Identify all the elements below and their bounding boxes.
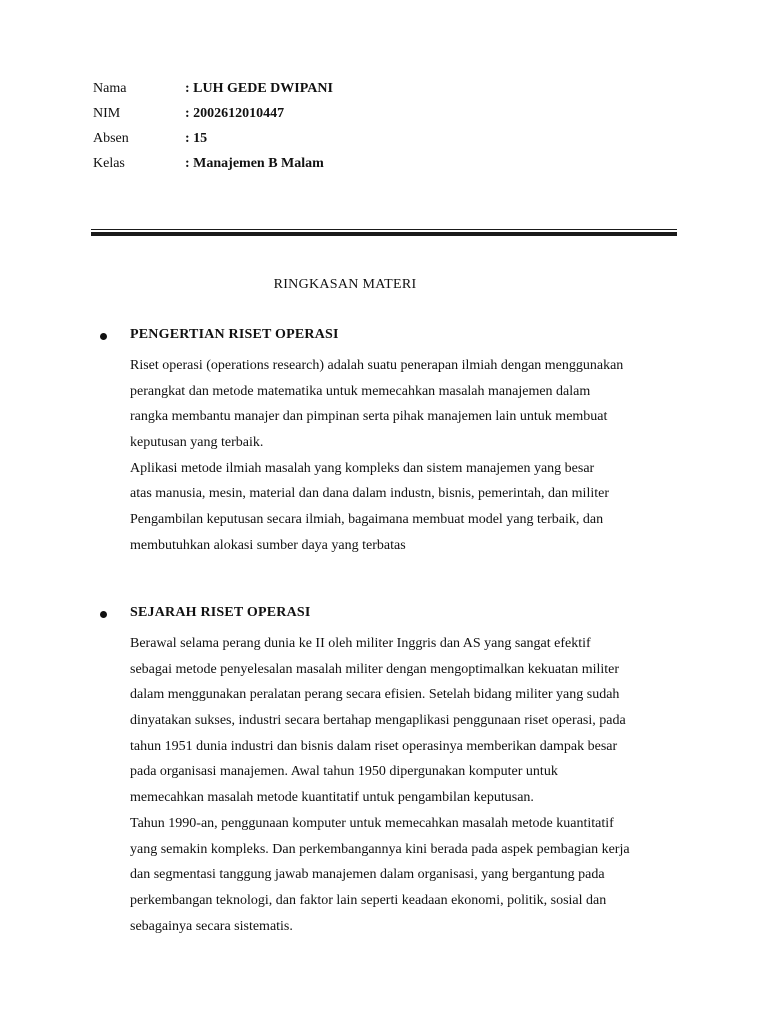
info-label: NIM bbox=[93, 106, 121, 121]
body-line: yang semakin kompleks. Dan perkembangannya kini berada pada aspek pembagian kerja bbox=[130, 841, 630, 857]
info-value: : 2002612010447 bbox=[185, 106, 285, 121]
body-line: sebagai metode penyelesalan masalah militer dengan mengoptimalkan kekuatan militer bbox=[130, 661, 620, 677]
bullet-icon bbox=[100, 333, 107, 340]
body-line: tahun 1951 dunia industri dan bisnis dalam riset operasinya memberikan dampak besar bbox=[130, 738, 618, 754]
info-label: Kelas bbox=[93, 156, 125, 171]
body-line: pada organisasi manajemen. Awal tahun 1950 dipergunakan komputer untuk bbox=[130, 764, 558, 780]
section-title: SEJARAH RISET OPERASI bbox=[130, 605, 311, 620]
body-line: Pengambilan keputusan secara ilmiah, bagaimana membuat model yang terbaik, dan bbox=[130, 512, 604, 528]
body-line: dalam menggunakan peralatan perang secara efisien. Setelah bidang militer yang sudah bbox=[130, 687, 620, 703]
body-line: atas manusia, mesin, material dan dana dalam industn, bisnis, pemerintah, dan militer bbox=[130, 486, 609, 502]
section-body bbox=[130, 631, 700, 939]
body-line: rangka membantu manajer dan pimpinan serta pihak manajemen lain untuk membuat bbox=[130, 409, 608, 425]
divider-thick bbox=[91, 232, 677, 236]
section-body bbox=[130, 353, 700, 559]
divider-thin bbox=[91, 229, 677, 230]
body-line: perkembangan teknologi, dan faktor lain seperti keadaan ekonomi, politik, sosial dan bbox=[130, 892, 607, 908]
info-label: Nama bbox=[93, 81, 127, 96]
body-line: dan segmentasi tanggung jawab manajemen dalam organisasi, yang bergantung pada bbox=[130, 867, 605, 883]
body-line: Aplikasi metode ilmiah masalah yang kompleks dan sistem manajemen yang besar bbox=[130, 460, 595, 476]
body-line: memecahkan masalah metode kuantitatif untuk pengambilan keputusan. bbox=[130, 790, 534, 806]
body-line: membutuhkan alokasi sumber daya yang terbatas bbox=[130, 537, 406, 553]
page-heading: RINGKASAN MATERI bbox=[273, 277, 417, 292]
body-line: Riset operasi (operations research) adalah suatu penerapan ilmiah dengan menggunakan bbox=[130, 358, 624, 373]
body-line: perangkat dan metode matematika untuk memecahkan masalah manajemen dalam bbox=[130, 383, 591, 399]
body-line: dinyatakan sukses, industri secara bertahap mengaplikasi penggunaan riset operasi, pada bbox=[130, 713, 626, 729]
info-value: : 15 bbox=[185, 131, 208, 146]
body-line: Tahun 1990-an, penggunaan komputer untuk memecahkan masalah metode kuantitatif bbox=[130, 815, 614, 831]
body-line: Berawal selama perang dunia ke II oleh militer Inggris dan AS yang sangat efektif bbox=[130, 636, 591, 651]
info-value: : Manajemen B Malam bbox=[185, 156, 324, 171]
body-line: sebagainya secara sistematis. bbox=[130, 918, 293, 934]
info-label: Absen bbox=[93, 131, 129, 146]
body-line: keputusan yang terbaik. bbox=[130, 435, 264, 451]
section-title: PENGERTIAN RISET OPERASI bbox=[130, 327, 339, 342]
info-value: : LUH GEDE DWIPANI bbox=[185, 81, 333, 96]
bullet-icon bbox=[100, 611, 107, 618]
